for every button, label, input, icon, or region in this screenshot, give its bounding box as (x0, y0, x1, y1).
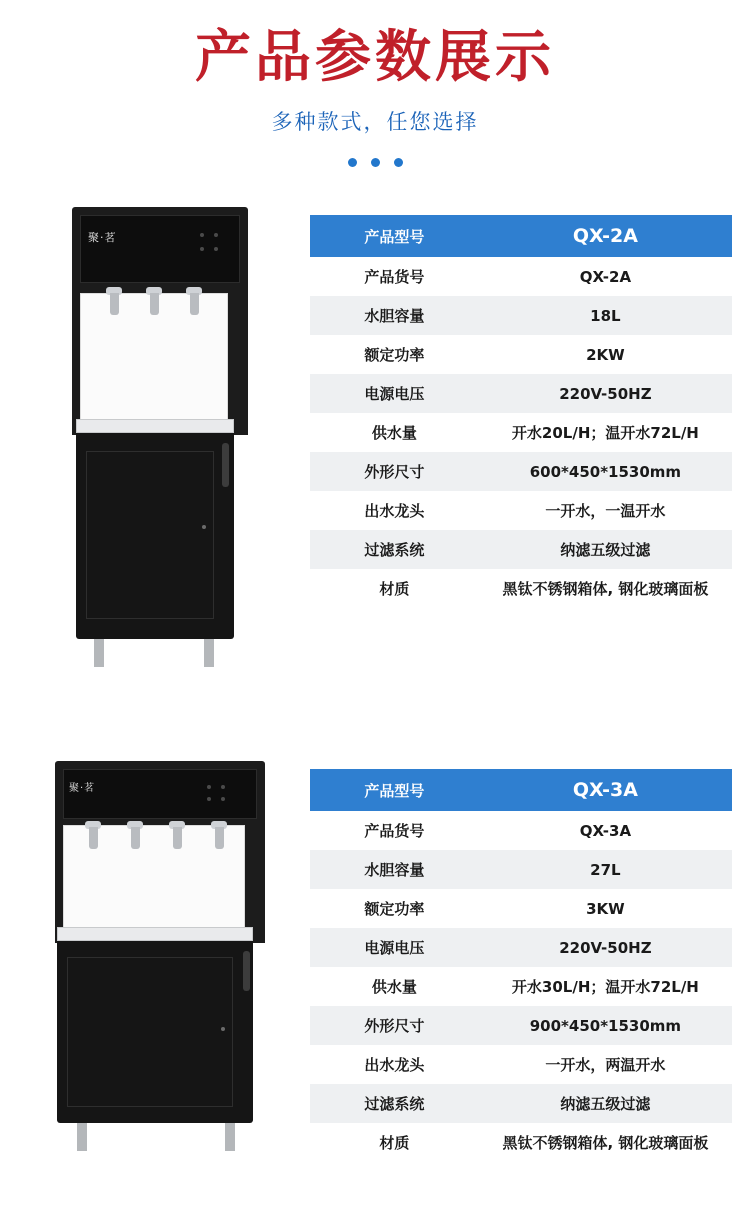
spec-key: 产品型号 (310, 215, 479, 257)
table-row (310, 530, 732, 569)
spec-value: 黑钛不锈钢箱体, 钢化玻璃面板 (502, 580, 709, 599)
water-tap-icon (110, 293, 119, 315)
spec-value: QX-3A (479, 769, 732, 811)
cabinet-foot (204, 639, 214, 667)
spec-value: 开水20L/H；温开水72L/H (511, 424, 699, 443)
spec-value: 18L (479, 296, 732, 335)
water-tap-icon (190, 293, 199, 315)
page-header (0, 26, 750, 167)
spec-value: 2KW (586, 345, 625, 364)
spec-key: 过滤系统 (310, 530, 479, 569)
water-tap-icon (131, 827, 140, 849)
table-row (310, 296, 732, 335)
water-dispenser-illustration (72, 207, 248, 669)
spec-value: 一开水，两温开水 (545, 1056, 666, 1075)
water-tap-icon (215, 827, 224, 849)
page-title: 产品参数展示 (195, 25, 555, 90)
table-row (310, 811, 732, 850)
table-row (310, 850, 732, 889)
table-row (310, 413, 732, 452)
table-header-row (310, 215, 732, 257)
table-row (310, 335, 732, 374)
spec-value: QX-3A (579, 821, 632, 840)
table-row (310, 569, 732, 608)
table-row (310, 928, 732, 967)
decorative-dots (0, 158, 750, 167)
water-tap-icon (173, 827, 182, 849)
water-tap-icon (89, 827, 98, 849)
cabinet-handle (243, 951, 250, 991)
cabinet-door (86, 451, 214, 619)
spec-key: 供水量 (371, 424, 417, 443)
water-dispenser-illustration (55, 761, 265, 1161)
table-row (310, 967, 732, 1006)
spec-value: 3KW (586, 899, 625, 918)
control-panel (63, 769, 257, 819)
spec-key: 水胆容量 (310, 296, 479, 335)
drip-tray (57, 927, 253, 941)
table-row (310, 257, 732, 296)
table-row (310, 452, 732, 491)
table-header-row (310, 769, 732, 811)
dot-icon (371, 158, 380, 167)
spec-key: 额定功率 (364, 900, 425, 919)
product-block-qx-2a (0, 207, 750, 669)
spec-key: 外形尺寸 (310, 1006, 479, 1045)
table-row (310, 1084, 732, 1123)
spec-table-qx-3a (310, 769, 732, 1162)
spec-value: 纳滤五级过滤 (479, 1084, 732, 1123)
cabinet-door (67, 957, 233, 1107)
spec-key: 供水量 (371, 978, 417, 997)
drip-tray (76, 419, 234, 433)
spec-value: QX-2A (479, 215, 732, 257)
spec-key: 产品型号 (310, 769, 479, 811)
table-row (310, 889, 732, 928)
table-row (310, 1123, 732, 1162)
spec-value: QX-2A (579, 267, 632, 286)
spec-value: 27L (479, 850, 732, 889)
spec-key: 外形尺寸 (310, 452, 479, 491)
spec-key: 出水龙头 (364, 502, 425, 521)
spec-key: 水胆容量 (310, 850, 479, 889)
spec-value: 220V-50HZ (479, 928, 732, 967)
dot-icon (348, 158, 357, 167)
table-row (310, 491, 732, 530)
spec-value: 黑钛不锈钢箱体, 钢化玻璃面板 (502, 1134, 709, 1153)
spec-table-qx-2a (310, 215, 732, 608)
cabinet-foot (77, 1123, 87, 1151)
water-tap-icon (150, 293, 159, 315)
spec-key: 电源电压 (310, 374, 479, 413)
spec-value: 600*450*1530mm (479, 452, 732, 491)
spec-key: 过滤系统 (310, 1084, 479, 1123)
table-row (310, 1045, 732, 1084)
brand-logo: 聚·茗 (88, 231, 117, 245)
spec-key: 电源电压 (310, 928, 479, 967)
spec-value: 220V-50HZ (479, 374, 732, 413)
spec-value: 开水30L/H；温开水72L/H (511, 978, 699, 997)
dot-icon (394, 158, 403, 167)
product-image-qx-2a (10, 207, 310, 669)
table-row (310, 374, 732, 413)
spec-key: 产品货号 (364, 268, 425, 287)
page-subtitle: 多种款式，任您选择 (271, 110, 479, 135)
spec-key: 材质 (379, 1134, 410, 1153)
spec-value: 纳滤五级过滤 (479, 530, 732, 569)
table-row (310, 1006, 732, 1045)
spec-key: 产品货号 (364, 822, 425, 841)
spec-table-wrapper-qx-2a (310, 207, 732, 608)
spec-key: 材质 (379, 580, 410, 599)
cabinet-foot (94, 639, 104, 667)
cabinet-foot (225, 1123, 235, 1151)
cabinet-handle (222, 443, 229, 487)
product-block-qx-3a (0, 761, 750, 1162)
spec-key: 额定功率 (364, 346, 425, 365)
spec-value: 900*450*1530mm (479, 1006, 732, 1045)
spec-table-wrapper-qx-3a (310, 761, 732, 1162)
product-image-qx-3a (10, 761, 310, 1161)
spec-key: 出水龙头 (364, 1056, 425, 1075)
brand-logo: 聚·茗 (69, 783, 96, 795)
spec-value: 一开水，一温开水 (545, 502, 666, 521)
